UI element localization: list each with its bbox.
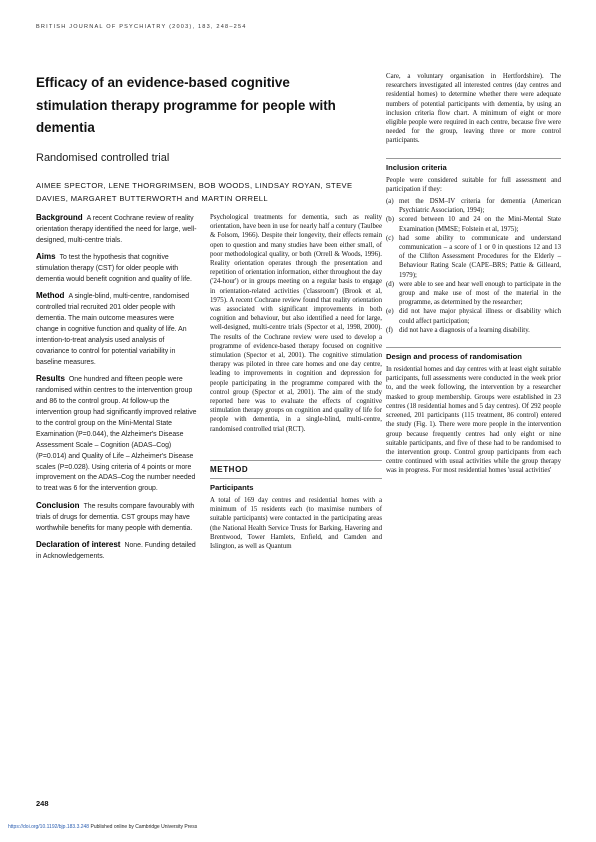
abstract-label: Method (36, 291, 65, 301)
subsection-heading-participants: Participants (210, 478, 382, 493)
abstract-method (36, 291, 197, 368)
journal-header: BRITISH JOURNAL OF PSYCHIATRY (2003), 183, 248–254 (36, 24, 247, 30)
abstract-conclusion (36, 501, 197, 535)
abstract-label: Aims (36, 252, 56, 262)
list-item (386, 326, 561, 335)
abstract-label: Conclusion (36, 500, 80, 510)
abstract-text: A recent Cochrane review of reality orientation therapy identified the need for large, well-designed, multi-centre trials. (36, 215, 197, 244)
design-paragraph: In residential homes and day centres with at least eight suitable participants, full assessments were conducted in the week prior to, and the week following, the intervention by a researcher masked to group membership. Groups were established in 23 centres (18 residential homes and 5 day centres). Of 292 people screened, 201 participants (115 treatment, 86 control) entered the study (Fig. 1). There were more people in the intervention group because frequently centres had only eight or nine suitable participants, and five of these had to be randomised to the intervention group. Control group participants from each centre continued with usual activities while the group therapy was in progress. For most residential homes 'usual activities' (386, 366, 561, 475)
abstract-text: None. Funding detailed in Acknowledgements. (36, 541, 196, 560)
list-item (386, 215, 561, 233)
abstract-label: Background (36, 213, 83, 222)
list-text: had some ability to communicate and understand communication – a score of 1 or 0 in questions 12 and 13 of the Clifton Assessment Procedures for the Elderly – Behaviour Rating Scale (CAPE–BRS; Pattie & Gilleard, 1979); (399, 234, 561, 279)
list-marker: (f) (386, 326, 393, 334)
list-item (386, 280, 561, 308)
list-item (386, 234, 561, 280)
abstract-declaration (36, 540, 197, 563)
subsection-heading-inclusion: Inclusion criteria (386, 158, 561, 173)
body-column-right (386, 72, 561, 476)
abstract (36, 213, 197, 568)
list-text: met the DSM–IV criteria for dementia (American Psychiatric Association, 1994); (399, 198, 561, 215)
participants-paragraph: A total of 169 day centres and residential homes with a minimum of 15 residents each (to maximise numbers of suitable participants) were contacted in the participating areas (the National Health Service Trusts for Barking, Havering and Brentwood, Tower Hamlets, Enfield, and Camden and Islington, as well as Quantum (210, 497, 382, 551)
list-text: did not have a diagnosis of a learning disability. (399, 326, 530, 334)
article-subtitle: Randomised controlled trial (36, 152, 170, 164)
abstract-text: To test the hypothesis that cognitive stimulation therapy (CST) for older people with dementia would benefit cognition and quality of life. (36, 254, 192, 284)
footer (8, 824, 197, 830)
list-marker: (d) (386, 280, 394, 288)
inclusion-criteria-list (386, 197, 561, 335)
list-marker: (c) (386, 234, 394, 242)
list-item (386, 307, 561, 325)
doi-link[interactable]: https://doi.org/10.1192/bjp.183.3.248 (8, 824, 90, 830)
abstract-text: A single-blind, multi-centre, randomised controlled trial recruited 201 older people with dementia. The main outcome measures were change in cognitive function and quality of life. An intention-to-treat analysis used analysis of covariance to control for potential variability in baseline measures. (36, 293, 190, 366)
list-marker: (b) (386, 216, 394, 224)
abstract-label: Declaration of interest (36, 539, 121, 549)
abstract-results (36, 374, 197, 495)
inclusion-intro: People were considered suitable for full assessment and participation if they: (386, 176, 561, 193)
body-column-middle (210, 213, 382, 551)
page-number: 248 (36, 799, 49, 808)
author-list: AIMEE SPECTOR, LENE THORGRIMSEN, BOB WOODS, LINDSAY ROYAN, STEVE DAVIES, MARGARET BUTTERWORTH and MARTIN ORRELL (36, 181, 353, 203)
abstract-background (36, 213, 197, 247)
article-title: Efficacy of an evidence-based cognitive stimulation therapy programme for people with dementia (36, 75, 336, 135)
list-marker: (a) (386, 198, 394, 206)
abstract-text: The results compare favourably with trials of drugs for dementia. CST groups may have worthwhile benefits for many people with dementia. (36, 502, 195, 532)
list-text: did not have major physical illness or disability which could affect participation; (399, 308, 561, 325)
abstract-text: One hundred and fifteen people were randomised within centres to the intervention group and 86 to the control group. At follow-up the intervention group had significantly improved relative to the control group on the Mini-Mental State Examination (P=0.044), the Alzheimer's Disease Assessment Scale – Cognition (ADAS–Cog) (P=0.014) and Quality of Life – Alzheimer's Disease scales (P=0.028). Using criteria of 4 points or more improvement on the ADAS–Cog the number needed to treat was 6 for the intervention group. (36, 376, 197, 493)
section-heading-method: METHOD (210, 460, 382, 474)
participants-continued: Care, a voluntary organisation in Hertfordshire). The researchers investigated all interested centres (day centres and residential homes) to determine whether there were adequate numbers of potential participants with dementia, by using an inclusion criteria flow chart. A minimum of eight or more eligible people were required in each centre, because five were needed for the group, leaving three or more control participants. (386, 73, 561, 145)
list-text: were able to see and hear well enough to participate in the group and make use of most of the material in the programme, as determined by the researcher; (399, 280, 561, 307)
abstract-label: Results (36, 374, 65, 384)
list-marker: (e) (386, 308, 394, 316)
list-item (386, 197, 561, 215)
list-text: scored between 10 and 24 on the Mini-Mental State Examination (MMSE; Folstein et al, 1975); (399, 216, 561, 233)
intro-paragraph: Psychological treatments for dementia, such as reality orientation, have been in use for nearly half a century (Taulbee & Folsom, 1966). Despite their longevity, their effects remain open to question and many studies have been either small, of poor methodological quality, or both (Orrell & Woods, 1996). Reality orientation operates through the presentation and repetition of orientation information, either throughout the day ('24-hour') or in groups meeting on a regular basis to engage in orientation-related activities ('classroom') (Brook et al, 1975). A recent Cochrane review found that reality orientation was associated with significant improvements in both cognition and behaviour, but also identified a need for large, well-designed, multi-centre trials (Spector et al, 1998, 2000). The results of the Cochrane review were used to develop a programme of evidence-based therapy focused on cognitive stimulation (Spector et al, 2001). The cognitive stimulation therapy was piloted in three care homes and one day centre, leading to improvements in cognition and depression for people participating in the programme compared with the control group (Spector et al, 2001). The aim of the study reported here was to evaluate the effects of cognitive stimulation therapy groups on cognition and quality of life for people with dementia, in a single-blind, multi-centre, randomised controlled trial (RCT). (210, 214, 382, 433)
footer-text: Published online by Cambridge University Press (90, 824, 198, 830)
abstract-aims (36, 252, 197, 286)
subsection-heading-design: Design and process of randomisation (386, 347, 561, 362)
